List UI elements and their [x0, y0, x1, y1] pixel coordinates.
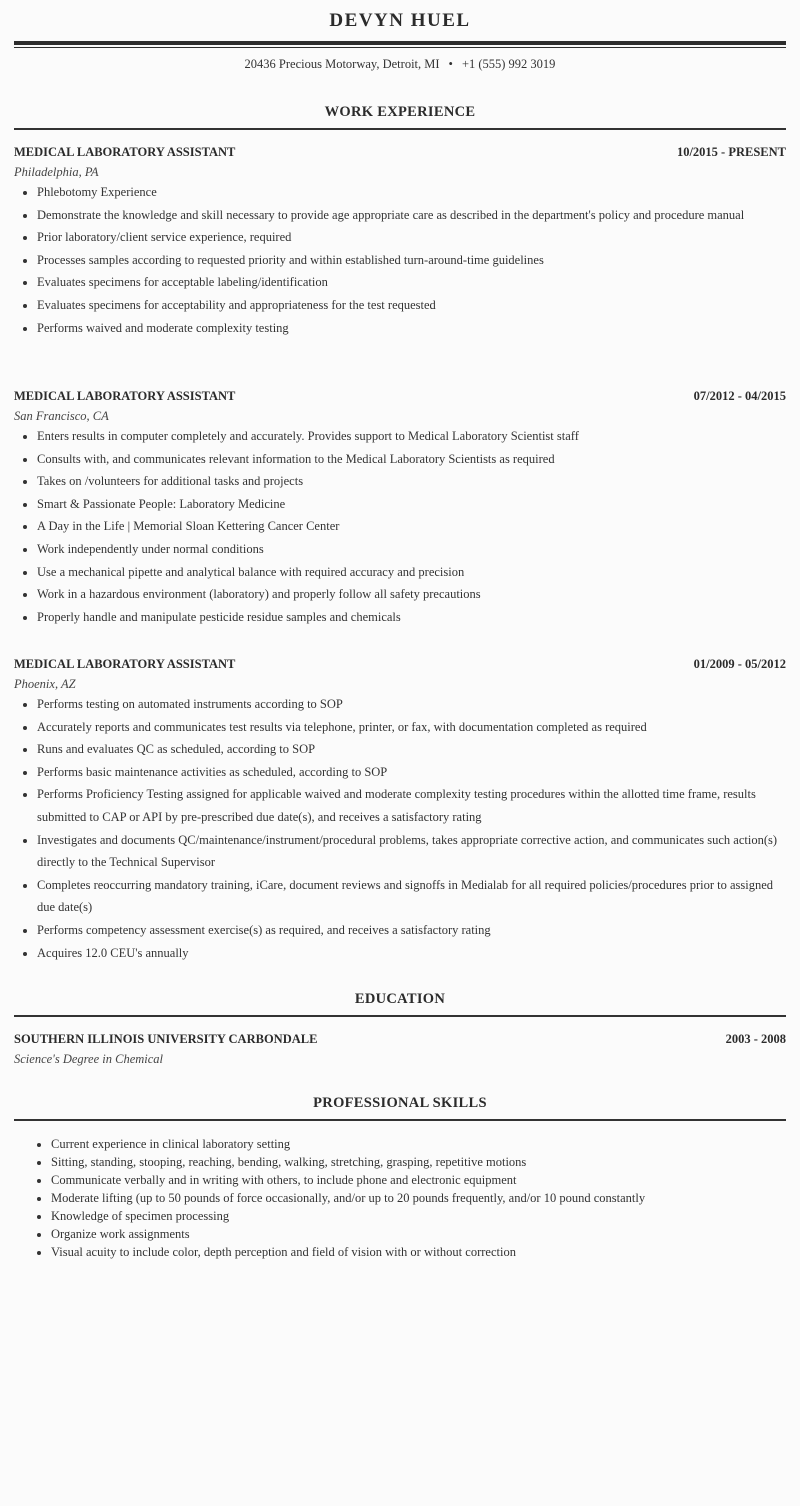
- header-rule-thin: [14, 47, 786, 48]
- job-duties: [14, 425, 786, 628]
- education-heading: EDUCATION: [354, 991, 446, 1007]
- duty-item: • Performs basic maintenance activities as scheduled, according to SOP: [37, 761, 786, 784]
- job-header: [14, 657, 786, 675]
- education-header: [14, 1032, 786, 1050]
- education-dates: 2003 - 2008: [725, 1032, 786, 1046]
- skill-item: • Organize work assignments: [51, 1225, 791, 1243]
- duty-item: • Work in a hazardous environment (laboratory) and properly follow all safety precautions: [37, 583, 786, 606]
- duty-item: • Performs competency assessment exercise(s) as required, and receives a satisfactory rating: [37, 919, 786, 942]
- duty-item: • Takes on /volunteers for additional tasks and projects: [37, 470, 786, 493]
- job-entry-3: [14, 657, 786, 964]
- duty-item: • Enters results in computer completely and accurately. Provides support to Medical Laboratory Scientist staff: [37, 425, 786, 448]
- work-experience-heading: WORK EXPERIENCE: [324, 104, 476, 120]
- duty-item: • A Day in the Life | Memorial Sloan Kettering Cancer Center: [37, 515, 786, 538]
- duty-item: • Use a mechanical pipette and analytical balance with required accuracy and precision: [37, 561, 786, 584]
- contact-phone: +1 (555) 992 3019: [461, 57, 556, 71]
- skill-item: • Moderate lifting (up to 50 pounds of force occasionally, and/or up to 20 pounds frequently, and/or 10 pound constantly: [51, 1189, 791, 1207]
- duty-item: • Acquires 12.0 CEU's annually: [37, 942, 786, 965]
- job-title: MEDICAL LABORATORY ASSISTANT: [14, 657, 236, 671]
- duty-item: • Consults with, and communicates relevant information to the Medical Laboratory Scientists as required: [37, 448, 786, 471]
- job-header: [14, 389, 786, 407]
- education-rule: [14, 1015, 786, 1017]
- duty-item: • Evaluates specimens for acceptable labeling/identification: [37, 271, 786, 294]
- contact-separator: •: [448, 57, 453, 71]
- duty-item: • Demonstrate the knowledge and skill necessary to provide age appropriate care as described in the department's policy and procedure manual: [37, 204, 786, 227]
- duty-item: • Phlebotomy Experience: [37, 181, 786, 204]
- work-experience-rule: [14, 128, 786, 130]
- job-title: MEDICAL LABORATORY ASSISTANT: [14, 389, 236, 403]
- duty-item: • Investigates and documents QC/maintenance/instrument/procedural problems, takes appropriate corrective action, and communicates such action(s) directly to the Technical Supervisor: [37, 829, 786, 874]
- degree: Science's Degree in Chemical: [14, 1052, 164, 1066]
- skills-list: [14, 1135, 791, 1261]
- skill-item: • Communicate verbally and in writing with others, to include phone and electronic equipment: [51, 1171, 791, 1189]
- duty-item: • Work independently under normal conditions: [37, 538, 786, 561]
- job-dates: 07/2012 - 04/2015: [693, 389, 786, 403]
- duty-item: • Performs waived and moderate complexity testing: [37, 317, 786, 340]
- job-location: Phoenix, AZ: [14, 677, 76, 691]
- skill-item: • Current experience in clinical laboratory setting: [51, 1135, 791, 1153]
- school-name: SOUTHERN ILLINOIS UNIVERSITY CARBONDALE: [14, 1032, 318, 1046]
- job-dates: 01/2009 - 05/2012: [693, 657, 786, 671]
- skill-item: • Visual acuity to include color, depth perception and field of vision with or without correction: [51, 1243, 791, 1261]
- job-location: San Francisco, CA: [14, 409, 109, 423]
- skill-item: • Knowledge of specimen processing: [51, 1207, 791, 1225]
- job-entry-1: [14, 145, 786, 339]
- job-header: [14, 145, 786, 163]
- contact-address: 20436 Precious Motorway, Detroit, MI: [244, 57, 440, 71]
- duty-item: • Accurately reports and communicates test results via telephone, printer, or fax, with documentation completed as required: [37, 716, 786, 739]
- contact-line: [0, 57, 800, 72]
- duty-item: • Performs testing on automated instruments according to SOP: [37, 693, 786, 716]
- job-title: MEDICAL LABORATORY ASSISTANT: [14, 145, 236, 159]
- candidate-name: DEVYN HUEL: [329, 10, 471, 31]
- job-location: Philadelphia, PA: [14, 165, 99, 179]
- job-dates: 10/2015 - PRESENT: [676, 145, 786, 159]
- duty-item: • Prior laboratory/client service experience, required: [37, 226, 786, 249]
- skill-item: • Sitting, standing, stooping, reaching, bending, walking, stretching, grasping, repetitive motions: [51, 1153, 791, 1171]
- education-entry: [14, 1032, 786, 1068]
- duty-item: • Runs and evaluates QC as scheduled, according to SOP: [37, 738, 786, 761]
- duty-item: • Processes samples according to requested priority and within established turn-around-time guidelines: [37, 249, 786, 272]
- header-rule-thick: [14, 41, 786, 45]
- duty-item: • Smart & Passionate People: Laboratory Medicine: [37, 493, 786, 516]
- duty-item: • Performs Proficiency Testing assigned for applicable waived and moderate complexity testing procedures within the allotted time frame, results submitted to CAP or API by pre-prescribed due date(s), and receives a satisfactory rating: [37, 783, 786, 828]
- duty-item: • Completes reoccurring mandatory training, iCare, document reviews and signoffs in Medialab for all required policies/procedures prior to assigned due date(s): [37, 874, 786, 919]
- job-duties: [14, 181, 786, 339]
- job-entry-2: [14, 389, 786, 628]
- duty-item: • Properly handle and manipulate pesticide residue samples and chemicals: [37, 606, 786, 629]
- skills-heading: PROFESSIONAL SKILLS: [313, 1095, 487, 1111]
- skills-rule: [14, 1119, 786, 1121]
- duty-item: • Evaluates specimens for acceptability and appropriateness for the test requested: [37, 294, 786, 317]
- job-duties: [14, 693, 786, 964]
